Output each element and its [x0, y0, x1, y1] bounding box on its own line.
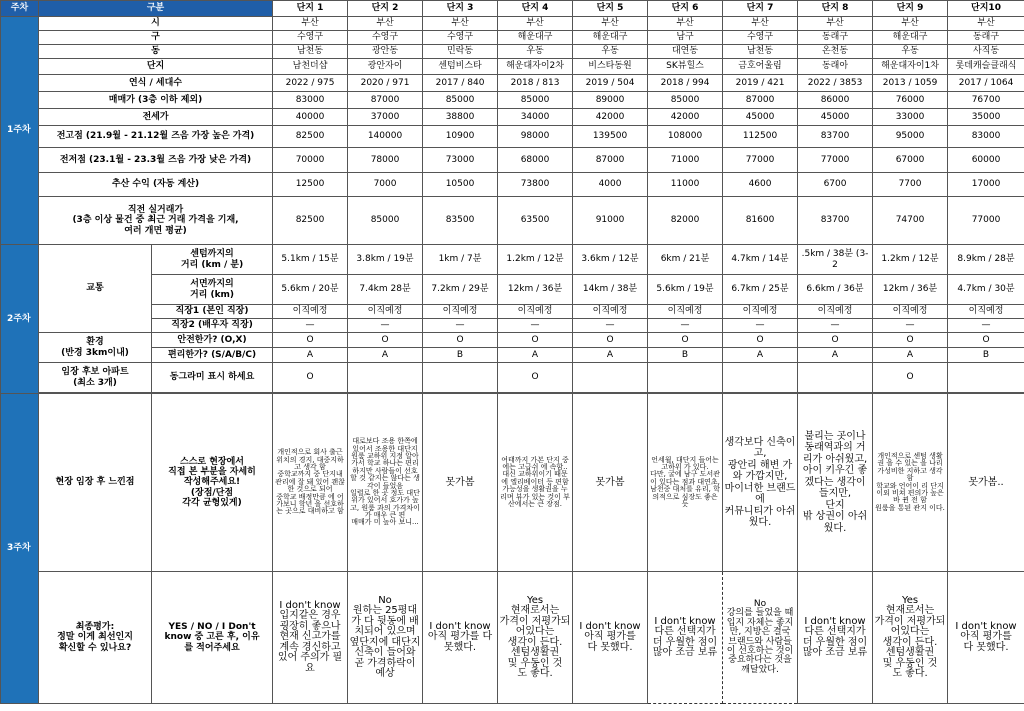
final-cell: Yes 현재로서는 가격이 저평가되어있다는 생각이 든다. 센텀생활권 및 우동인 것 도 좋다. — [498, 572, 573, 704]
recent-cell: 63500 — [498, 197, 573, 245]
gu-label: 구 — [39, 31, 273, 45]
unit-header: 단지 5 — [573, 1, 648, 17]
job1-cell: 이직예정 — [873, 305, 948, 319]
conv-cell: B — [423, 348, 498, 363]
cand-cell — [948, 363, 1024, 393]
year-label: 연식 / 세대수 — [39, 75, 273, 92]
job2-cell: — — [873, 319, 948, 333]
conv-cell: A — [273, 348, 348, 363]
job1-cell: 이직예정 — [423, 305, 498, 319]
seomyeon-cell: 14km / 38분 — [573, 275, 648, 305]
sale-cell: 83000 — [273, 92, 348, 109]
table-row — [1, 31, 1024, 45]
safe-cell: O — [498, 333, 573, 348]
safe-cell: O — [648, 333, 723, 348]
sale-cell: 87000 — [348, 92, 423, 109]
table-row — [1, 45, 1024, 59]
danji-cell: 비스타동원 — [573, 59, 648, 75]
recent-cell: 83700 — [798, 197, 873, 245]
job2-cell: — — [648, 319, 723, 333]
centum-cell: 1.2km / 12분 — [498, 245, 573, 275]
recent-cell: 81600 — [723, 197, 798, 245]
recent-cell: 77000 — [948, 197, 1024, 245]
si-cell: 부산 — [798, 17, 873, 31]
seomyeon-label: 서면까지의 거리 (km) — [152, 275, 273, 305]
danji-cell: 센텀비스타 — [423, 59, 498, 75]
feel-cell: 언세월, 대단지 들어는 고하위 가 있다. 다만, 굴에 남구 도서관이 있다는 점과 대연초, 남천중 대처를 유리, 학의적으로 심장도 좋은듯 — [648, 394, 723, 572]
recent-cell: 82500 — [273, 197, 348, 245]
centum-cell: 1km / 7분 — [423, 245, 498, 275]
final-cell: I don't know 다른 선택지가 더 우월한 점이 많아 조금 보류 — [648, 572, 723, 704]
cand-cell — [648, 363, 723, 393]
job2-cell: — — [348, 319, 423, 333]
danji-cell: 해운대자이1차 — [873, 59, 948, 75]
job2-cell: — — [573, 319, 648, 333]
dong-cell: 남천동 — [273, 45, 348, 59]
conv-cell: B — [648, 348, 723, 363]
table-row — [1, 394, 1024, 572]
feel-cell: 여태까지 가본 단지 중에는 고급쉬 에 속함.. 대신 교하위이기 때문에 엘리베이터 등 편함 가능성을 생활권을 누리며 뷰가 있는 것이 부산에서는 큰 장점. — [498, 394, 573, 572]
unit-header: 단지 4 — [498, 1, 573, 17]
final-cell: No 원하는 25평대가 다 뒷동에 배치되어 있으며 옆단지에 대단지 신축이 들어와 곧 가격하락이 예상 — [348, 572, 423, 704]
si-cell: 부산 — [873, 17, 948, 31]
table-row — [1, 572, 1024, 704]
unit-header: 단지 9 — [873, 1, 948, 17]
high-cell: 139500 — [573, 126, 648, 148]
feel-cell: 못가봄 — [573, 394, 648, 572]
sale-cell: 76700 — [948, 92, 1024, 109]
final-label: 최종평가: 정말 이게 최선인지 확신할 수 있나요? — [39, 572, 152, 704]
centum-cell: 6km / 21분 — [648, 245, 723, 275]
profit-cell: 7000 — [348, 173, 423, 197]
unit-header: 단지 8 — [798, 1, 873, 17]
safe-cell: O — [348, 333, 423, 348]
centum-cell: 5.1km / 15분 — [273, 245, 348, 275]
safe-cell: O — [573, 333, 648, 348]
jeonse-cell: 42000 — [573, 109, 648, 126]
safe-cell: O — [798, 333, 873, 348]
danji-label: 단지 — [39, 59, 273, 75]
job2-cell: — — [798, 319, 873, 333]
candidate-sub: 동그라미 표시 하세요 — [152, 363, 273, 393]
jeonse-cell: 45000 — [798, 109, 873, 126]
table-row — [1, 275, 1024, 305]
gu-cell: 동래구 — [948, 31, 1024, 45]
job1-cell: 이직예정 — [498, 305, 573, 319]
feel-label: 현장 임장 후 느낀점 — [39, 394, 152, 572]
conv-cell: A — [348, 348, 423, 363]
table-row — [1, 92, 1024, 109]
si-cell: 부산 — [498, 17, 573, 31]
safe-cell: O — [273, 333, 348, 348]
job2-cell: — — [423, 319, 498, 333]
job2-cell: — — [723, 319, 798, 333]
jeonse-cell: 42000 — [648, 109, 723, 126]
jeonse-cell: 33000 — [873, 109, 948, 126]
table-row — [1, 363, 1024, 393]
seomyeon-cell: 7.2km / 29분 — [423, 275, 498, 305]
category-header: 구분 — [39, 1, 273, 17]
profit-label: 추산 수익 (자동 계산) — [39, 173, 273, 197]
si-cell: 부산 — [648, 17, 723, 31]
cand-cell — [423, 363, 498, 393]
dong-cell: 민락동 — [423, 45, 498, 59]
si-cell: 부산 — [573, 17, 648, 31]
si-cell: 부산 — [723, 17, 798, 31]
feel-cell: 대로보다 조용 한쪽에 있어서 조용한 대단지 원룸 교하위 지정 알아가서 학교 하나는 편리하지만 사람들이 선호할 것 같지는 않다는 생각이 들었음 일렬로 한 곳 정도 대단위가 있어서 호가가 높고, 원룸 과의 가격차이가 매우 큰 편 매매가 미 높아 보니... — [348, 394, 423, 572]
dong-cell: 대연동 — [648, 45, 723, 59]
centum-cell: 8.9km / 28분 — [948, 245, 1024, 275]
conv-label: 편리한가? (S/A/B/C) — [152, 348, 273, 363]
seomyeon-cell: 7.4km 28분 — [348, 275, 423, 305]
si-cell: 부산 — [273, 17, 348, 31]
jeonse-label: 전세가 — [39, 109, 273, 126]
seomyeon-cell: 5.6km / 20분 — [273, 275, 348, 305]
final-sub: YES / NO / I Don't know 중 고른 후, 이유 를 적어주세요 — [152, 572, 273, 704]
job1-cell: 이직예정 — [573, 305, 648, 319]
high-label: 전고점 (21.9월 - 21.12월 즈음 가장 높은 가격) — [39, 126, 273, 148]
gu-cell: 수영구 — [273, 31, 348, 45]
feel-cell: 개인적으로 회사 출근 위치의 경지, 대중지하고 생각 함 중학교까지 중 단지내 관리에 잘 돼 있어 괜찮한 것으로 되어 중학교 배정만큼 에 어가보니 학년 을 선호하는 곳으로 대비하고 함 — [273, 394, 348, 572]
high-cell: 83000 — [948, 126, 1024, 148]
unit-header: 단지 2 — [348, 1, 423, 17]
recent-cell: 91000 — [573, 197, 648, 245]
feel-sub: 스스로 현장에서 직접 본 부분을 자세히 작성해주세요! (장점/단점 각각 균형있게) — [152, 394, 273, 572]
feel-cell: 못가봄.. — [948, 394, 1024, 572]
year-cell: 2020 / 971 — [348, 75, 423, 92]
danji-cell: 동래아 — [798, 59, 873, 75]
profit-cell: 7700 — [873, 173, 948, 197]
year-cell: 2022 / 975 — [273, 75, 348, 92]
year-cell: 2019 / 504 — [573, 75, 648, 92]
profit-cell: 10500 — [423, 173, 498, 197]
danji-cell: 남천더샵 — [273, 59, 348, 75]
si-cell: 부산 — [348, 17, 423, 31]
profit-cell: 17000 — [948, 173, 1024, 197]
recent-cell: 82000 — [648, 197, 723, 245]
final-cell: I don't know 아직 평가를 다 못했다. — [573, 572, 648, 704]
high-cell: 95000 — [873, 126, 948, 148]
cand-cell — [723, 363, 798, 393]
danji-cell: 금호어울림 — [723, 59, 798, 75]
table-row — [1, 245, 1024, 275]
job2-cell: — — [948, 319, 1024, 333]
profit-cell: 4000 — [573, 173, 648, 197]
week-1-label: 1주차 — [1, 17, 39, 245]
profit-cell: 11000 — [648, 173, 723, 197]
cand-cell — [573, 363, 648, 393]
si-label: 시 — [39, 17, 273, 31]
low-cell: 87000 — [573, 148, 648, 173]
gu-cell: 해운대구 — [498, 31, 573, 45]
job1-cell: 이직예정 — [348, 305, 423, 319]
job1-cell: 이직예정 — [273, 305, 348, 319]
year-cell: 2013 / 1059 — [873, 75, 948, 92]
year-cell: 2022 / 3853 — [798, 75, 873, 92]
cand-cell — [348, 363, 423, 393]
week-2-label: 2주차 — [1, 245, 39, 394]
final-cell: No 강의를 들었을 때 입지 자체는 좋지만, 지방은 결국 브랜드와 사람들이 선호하는 것이 중요하다는 것을 깨달았다. — [723, 572, 798, 704]
final-cell: I don't know 아직 평가를 다 못했다. — [948, 572, 1024, 704]
unit-header: 단지 7 — [723, 1, 798, 17]
high-cell: 10900 — [423, 126, 498, 148]
high-cell: 98000 — [498, 126, 573, 148]
high-cell: 140000 — [348, 126, 423, 148]
unit-header: 단지10 — [948, 1, 1024, 17]
candidate-label: 임장 후보 아파트 (최소 3개) — [39, 363, 152, 393]
job2-label: 직장2 (배우자 직장) — [152, 319, 273, 333]
sale-cell: 86000 — [798, 92, 873, 109]
final-cell: I don't know 입지같은 경우 굉장히 좋으나 현재 신고가를 계속 경신하고 있어 주의가 필요 — [273, 572, 348, 704]
seomyeon-cell: 4.7km / 30분 — [948, 275, 1024, 305]
feel-cell: 개인적으로 센텀 생활 권 을 수 있는 을 나리 가성비한 지하고 생각함 학교와 언어이 리 단지 이외 비쳐 편의가 높은 바 뀐 전 함 원룸을 통된 관지 이다. — [873, 394, 948, 572]
unit-header: 단지 1 — [273, 1, 348, 17]
year-cell: 2018 / 813 — [498, 75, 573, 92]
low-cell: 77000 — [723, 148, 798, 173]
seomyeon-cell: 6.7km / 25분 — [723, 275, 798, 305]
conv-cell: A — [798, 348, 873, 363]
sale-label: 매매가 (3층 이하 제외) — [39, 92, 273, 109]
low-cell: 77000 — [798, 148, 873, 173]
job1-cell: 이직예정 — [648, 305, 723, 319]
jeonse-cell: 45000 — [723, 109, 798, 126]
low-cell: 78000 — [348, 148, 423, 173]
table-row — [1, 109, 1024, 126]
table-row — [1, 173, 1024, 197]
year-cell: 2018 / 994 — [648, 75, 723, 92]
feel-cell: 불리는 곳이나 동래역과의 거 리가 아쉬웠고, 아이 키우긴 좋겠다는 생각이 들지만, 단지 밖 상권이 아쉬 웠다. — [798, 394, 873, 572]
final-cell: Yes 현재로서는 가격이 저평가되어있다는 생각이 든다. 센텀생활권 및 우동인 것 도 좋다. — [873, 572, 948, 704]
recent-cell: 74700 — [873, 197, 948, 245]
table-row — [1, 1, 1024, 17]
profit-cell: 12500 — [273, 173, 348, 197]
seomyeon-cell: 12km / 36분 — [498, 275, 573, 305]
high-cell: 82500 — [273, 126, 348, 148]
sale-cell: 89000 — [573, 92, 648, 109]
low-cell: 68000 — [498, 148, 573, 173]
dong-cell: 우동 — [498, 45, 573, 59]
conv-cell: A — [873, 348, 948, 363]
sale-cell: 87000 — [723, 92, 798, 109]
gu-cell: 동래구 — [798, 31, 873, 45]
job1-cell: 이직예정 — [723, 305, 798, 319]
seomyeon-cell: 6.6km / 36분 — [798, 275, 873, 305]
job1-label: 직장1 (본인 직장) — [152, 305, 273, 319]
year-cell: 2017 / 1064 — [948, 75, 1024, 92]
table-row — [1, 348, 1024, 363]
gu-cell: 해운대구 — [573, 31, 648, 45]
cand-cell: O — [273, 363, 348, 393]
table-row — [1, 17, 1024, 31]
profit-cell: 73800 — [498, 173, 573, 197]
recent-label: 직전 실거래가 (3층 이상 물건 중 최근 거래 가격을 기재, 여러 개면 평균) — [39, 197, 273, 245]
job1-cell: 이직예정 — [948, 305, 1024, 319]
high-cell: 112500 — [723, 126, 798, 148]
week-header: 주차 — [1, 1, 39, 17]
year-cell: 2019 / 421 — [723, 75, 798, 92]
gu-cell: 수영구 — [723, 31, 798, 45]
si-cell: 부산 — [948, 17, 1024, 31]
job2-cell: — — [273, 319, 348, 333]
profit-cell: 4600 — [723, 173, 798, 197]
low-cell: 71000 — [648, 148, 723, 173]
conv-cell: B — [948, 348, 1024, 363]
jeonse-cell: 34000 — [498, 109, 573, 126]
final-cell: I don't know 다른 선택지가 더 우월한 점이 많아 조금 보류 — [798, 572, 873, 704]
safe-cell: O — [723, 333, 798, 348]
dong-cell: 우동 — [873, 45, 948, 59]
sale-cell: 85000 — [648, 92, 723, 109]
centum-label: 센텀까지의 거리 (km / 분) — [152, 245, 273, 275]
high-cell: 108000 — [648, 126, 723, 148]
danji-cell: 광안자이 — [348, 59, 423, 75]
unit-header: 단지 3 — [423, 1, 498, 17]
high-cell: 83700 — [798, 126, 873, 148]
safe-label: 안전한가? (O,X) — [152, 333, 273, 348]
jeonse-cell: 38800 — [423, 109, 498, 126]
gu-cell: 수영구 — [423, 31, 498, 45]
table-row — [1, 333, 1024, 348]
danji-cell: 롯데캐슬클래식 — [948, 59, 1024, 75]
recent-cell: 85000 — [348, 197, 423, 245]
danji-cell: SK뷰힐스 — [648, 59, 723, 75]
dong-cell: 사직동 — [948, 45, 1024, 59]
feel-cell: 생각보다 신축이고, 광안리 해변 가와 가깝지만, 마이너한 브랜드에 커뮤니티가 아쉬웠다. — [723, 394, 798, 572]
table-row — [1, 305, 1024, 319]
jeonse-cell: 37000 — [348, 109, 423, 126]
low-cell: 73000 — [423, 148, 498, 173]
sale-cell: 85000 — [498, 92, 573, 109]
low-cell: 60000 — [948, 148, 1024, 173]
table-row — [1, 59, 1024, 75]
low-label: 전저점 (23.1월 - 23.3월 즈음 가장 낮은 가격) — [39, 148, 273, 173]
conv-cell: A — [498, 348, 573, 363]
profit-cell: 6700 — [798, 173, 873, 197]
centum-cell: 3.6km / 12분 — [573, 245, 648, 275]
centum-cell: 1.2km / 12분 — [873, 245, 948, 275]
dong-cell: 온천동 — [798, 45, 873, 59]
table-row — [1, 197, 1024, 245]
sale-cell: 76000 — [873, 92, 948, 109]
conv-cell: A — [573, 348, 648, 363]
week-3-label: 3주차 — [1, 394, 39, 704]
dong-cell: 남천동 — [723, 45, 798, 59]
env-label: 환경 (반경 3km이내) — [39, 333, 152, 363]
dong-cell: 우동 — [573, 45, 648, 59]
year-cell: 2017 / 840 — [423, 75, 498, 92]
dong-label: 동 — [39, 45, 273, 59]
centum-cell: 4.7km / 14분 — [723, 245, 798, 275]
seomyeon-cell: 5.6km / 19분 — [648, 275, 723, 305]
table-row — [1, 126, 1024, 148]
transport-label: 교통 — [39, 245, 152, 333]
job2-cell: — — [498, 319, 573, 333]
dong-cell: 광안동 — [348, 45, 423, 59]
gu-cell: 남구 — [648, 31, 723, 45]
gu-cell: 해운대구 — [873, 31, 948, 45]
conv-cell: A — [723, 348, 798, 363]
table-row — [1, 148, 1024, 173]
seomyeon-cell: 12km / 36분 — [873, 275, 948, 305]
centum-cell: 3.8km / 19분 — [348, 245, 423, 275]
gu-cell: 수영구 — [348, 31, 423, 45]
si-cell: 부산 — [423, 17, 498, 31]
safe-cell: O — [873, 333, 948, 348]
centum-cell: .5km / 38분 (3-2 — [798, 245, 873, 275]
jeonse-cell: 35000 — [948, 109, 1024, 126]
final-cell: I don't know 아직 평가를 다 못했다. — [423, 572, 498, 704]
low-cell: 70000 — [273, 148, 348, 173]
table-row — [1, 319, 1024, 333]
job1-cell: 이직예정 — [798, 305, 873, 319]
sale-cell: 85000 — [423, 92, 498, 109]
low-cell: 67000 — [873, 148, 948, 173]
table-row — [1, 75, 1024, 92]
safe-cell: O — [948, 333, 1024, 348]
danji-cell: 해운대자이2차 — [498, 59, 573, 75]
feel-cell: 못가봄 — [423, 394, 498, 572]
unit-header: 단지 6 — [648, 1, 723, 17]
cand-cell — [798, 363, 873, 393]
jeonse-cell: 40000 — [273, 109, 348, 126]
cand-cell: O — [498, 363, 573, 393]
safe-cell: O — [423, 333, 498, 348]
recent-cell: 83500 — [423, 197, 498, 245]
cand-cell: O — [873, 363, 948, 393]
